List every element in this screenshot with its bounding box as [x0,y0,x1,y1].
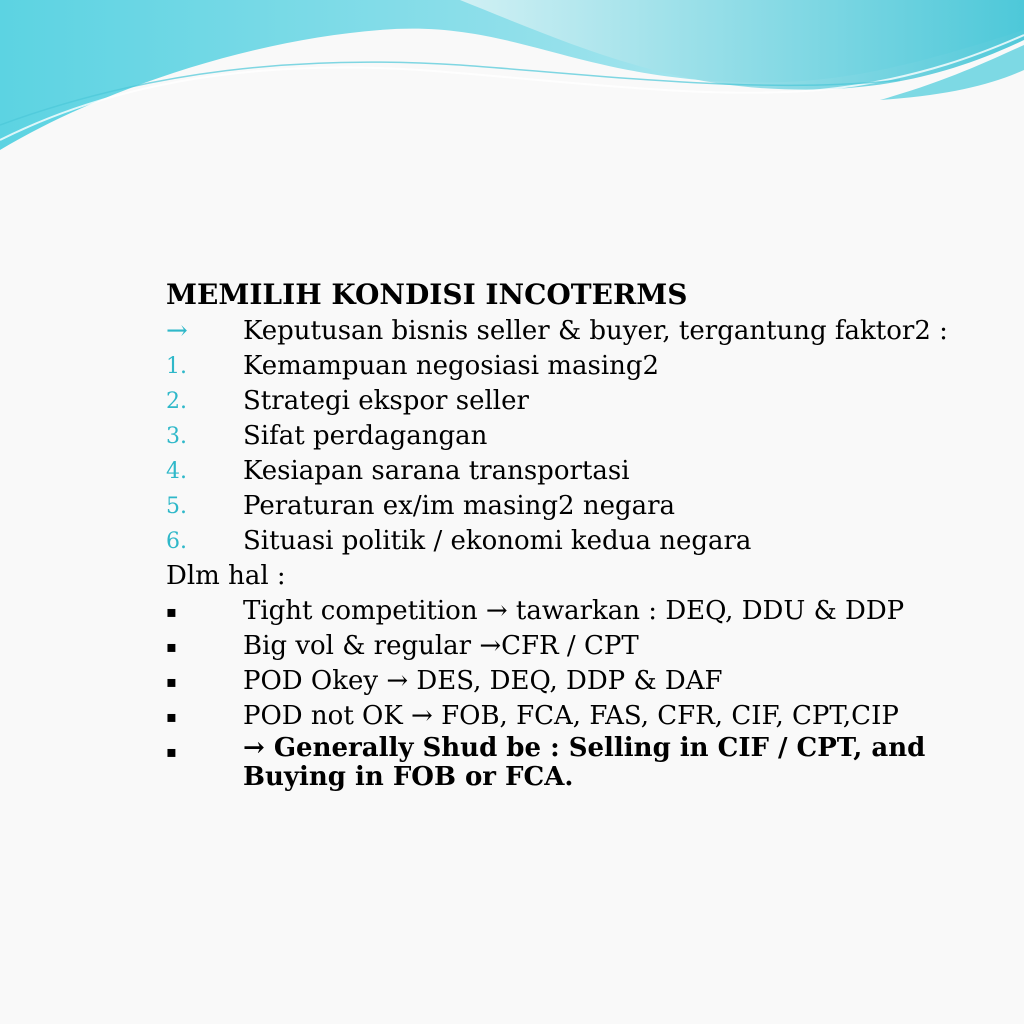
bullet-item [166,629,1006,664]
slide-title: MEMILIH KONDISI INCOTERMS [166,278,688,311]
list-item [166,349,1006,384]
list-number: 2. [166,389,187,414]
square-bullet-icon: ▪ [166,602,177,621]
bullet-text: Big vol & regular →CFR / CPT [243,631,639,661]
bullet-text: POD Okey → DES, DEQ, DDP & DAF [243,666,723,696]
bullet-text: Tight competition → tawarkan : DEQ, DDU & DDP [243,596,905,626]
context-label: Dlm hal : [166,561,286,591]
list-item [166,454,1006,489]
list-item-text: Sifat perdagangan [243,421,488,451]
intro-row [166,314,1006,349]
bullet-item [166,699,1006,734]
bullet-item [166,594,1006,629]
bullet-text: POD not OK → FOB, FCA, FAS, CFR, CIF, CPT,CIP [243,701,899,731]
list-number: 4. [166,459,187,484]
square-bullet-icon: ▪ [166,707,177,726]
square-bullet-icon: ▪ [166,672,177,691]
bullet-item-conclusion [166,734,1006,792]
bullet-item [166,664,1006,699]
list-item-text: Kesiapan sarana transportasi [243,456,630,486]
list-number: 6. [166,529,187,554]
list-item-text: Peraturan ex/im masing2 negara [243,491,676,521]
list-item-text: Strategi ekspor seller [243,386,529,416]
list-item [166,419,1006,454]
slide-body [166,276,1006,792]
list-item-text: Situasi politik / ekonomi kedua negara [243,526,752,556]
arrow-icon: → [166,316,188,346]
intro-text: Keputusan bisnis seller & buyer, tergantung faktor2 : [243,316,948,346]
list-number: 5. [166,494,187,519]
list-number: 3. [166,424,187,449]
list-item [166,384,1006,419]
decorative-wave-header [0,0,1024,170]
list-number: 1. [166,354,187,379]
list-item-text: Kemampuan negosiasi masing2 [243,351,660,381]
list-item [166,489,1006,524]
square-bullet-icon: ▪ [166,742,177,761]
conclusion-text: → Generally Shud be : Selling in CIF / CPT, and Buying in FOB or FCA. [243,733,926,792]
square-bullet-icon: ▪ [166,637,177,656]
list-item [166,524,1006,559]
